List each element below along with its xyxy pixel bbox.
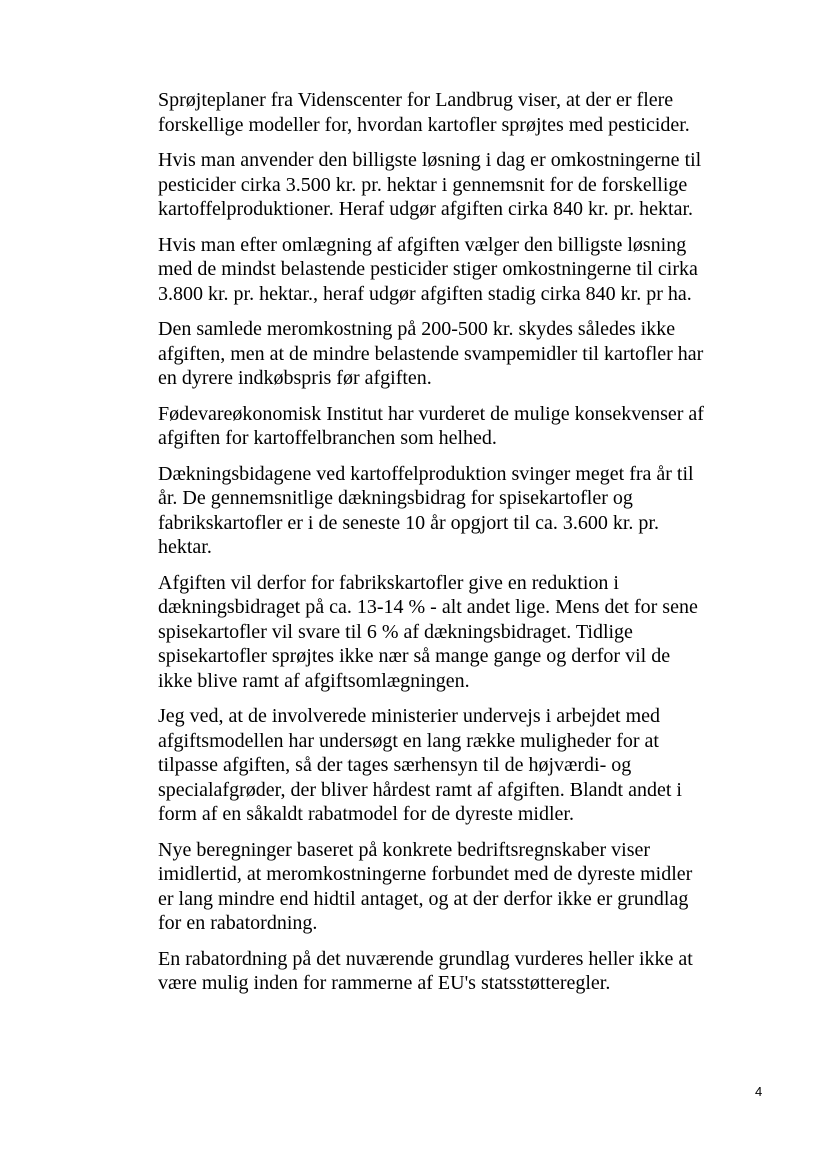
paragraph <box>158 317 773 391</box>
paragraph <box>158 947 773 996</box>
text-line: Jeg ved, at de involverede ministerier undervejs i arbejdet med <box>158 705 661 727</box>
text-line: 3.800 kr. pr. hektar., heraf udgør afgiften stadig cirka 840 kr. pr ha. <box>158 282 692 305</box>
text-line: Den samlede meromkostning på 200-500 kr. skydes således ikke <box>158 318 676 340</box>
text-line: Afgiften vil derfor for fabrikskartofler give en reduktion i <box>158 571 619 594</box>
text-line: Nye beregninger baseret på konkrete bedriftsregnskaber viser <box>158 838 651 861</box>
text-line: ikke blive ramt af afgiftsomlægningen. <box>158 669 470 692</box>
paragraph <box>158 402 773 451</box>
text-line: tilpasse afgiften, så der tages særhensyn til de højværdi- og <box>158 754 632 776</box>
text-line: specialafgrøder, der bliver hårdest ramt af afgiften. Blandt andet i <box>158 778 682 801</box>
paragraph <box>158 462 773 560</box>
text-line: afgiften for kartoffelbranchen som helhed. <box>158 427 497 449</box>
text-line: spisekartofler sprøjtes ikke nær så mange gange og derfor vil de <box>158 645 671 667</box>
text-line: er lang mindre end hidtil antaget, og at der derfor ikke er grundlag <box>158 887 689 910</box>
text-line: spisekartofler vil svare til 6 % af dækningsbidraget. Tidlige <box>158 620 633 643</box>
text-line: Hvis man efter omlægning af afgiften vælger den billigste løsning <box>158 233 687 256</box>
paragraph <box>158 148 773 222</box>
text-line: være mulig inden for rammerne af EU's statsstøtteregler. <box>158 972 611 994</box>
text-line: dækningsbidraget på ca. 13-14 % - alt andet lige. Mens det for sene <box>158 596 698 618</box>
text-line: Hvis man anvender den billigste løsning i dag er omkostningerne til <box>158 149 702 171</box>
text-line: med de mindst belastende pesticider stiger omkostningerne til cirka <box>158 258 698 280</box>
paragraph <box>158 233 773 307</box>
text-line: forskellige modeller for, hvordan kartofler sprøjtes med pesticider. <box>158 113 690 136</box>
text-line: imidlertid, at meromkostningerne forbundet med de dyreste midler <box>158 863 693 885</box>
text-line: Dækningsbidagene ved kartoffelproduktion svinger meget fra år til <box>158 462 694 485</box>
text-line: kartoffelproduktioner. Heraf udgør afgiften cirka 840 kr. pr. hektar. <box>158 198 694 220</box>
text-line: år. De gennemsnitlige dækningsbidrag for spisekartofler og <box>158 487 633 509</box>
page-number: 4 <box>755 1084 763 1099</box>
text-line: afgiften, men at de mindre belastende svampemidler til kartofler har <box>158 342 704 365</box>
text-line: en dyrere indkøbspris før afgiften. <box>158 367 432 389</box>
text-line: En rabatordning på det nuværende grundlag vurderes heller ikke at <box>158 947 693 970</box>
paragraph <box>158 838 773 936</box>
text-line: fabrikskartofler er i de seneste 10 år opgjort til ca. 3.600 kr. pr. <box>158 511 659 534</box>
text-line: hektar. <box>158 536 212 558</box>
text-line: for en rabatordning. <box>158 912 318 934</box>
text-line: pesticider cirka 3.500 kr. pr. hektar i gennemsnit for de forskellige <box>158 173 688 196</box>
text-line: afgiftsmodellen har undersøgt en lang række muligheder for at <box>158 729 659 752</box>
text-line: form af en såkaldt rabatmodel for de dyreste midler. <box>158 803 574 825</box>
text-line: Sprøjteplaner fra Videnscenter for Landbrug viser, at der er flere <box>158 89 674 111</box>
paragraph <box>158 704 773 827</box>
paragraph <box>158 88 773 137</box>
text-line: Fødevareøkonomisk Institut har vurderet de mulige konsekvenser af <box>158 402 704 425</box>
document-body <box>158 88 773 1007</box>
paragraph <box>158 571 773 694</box>
